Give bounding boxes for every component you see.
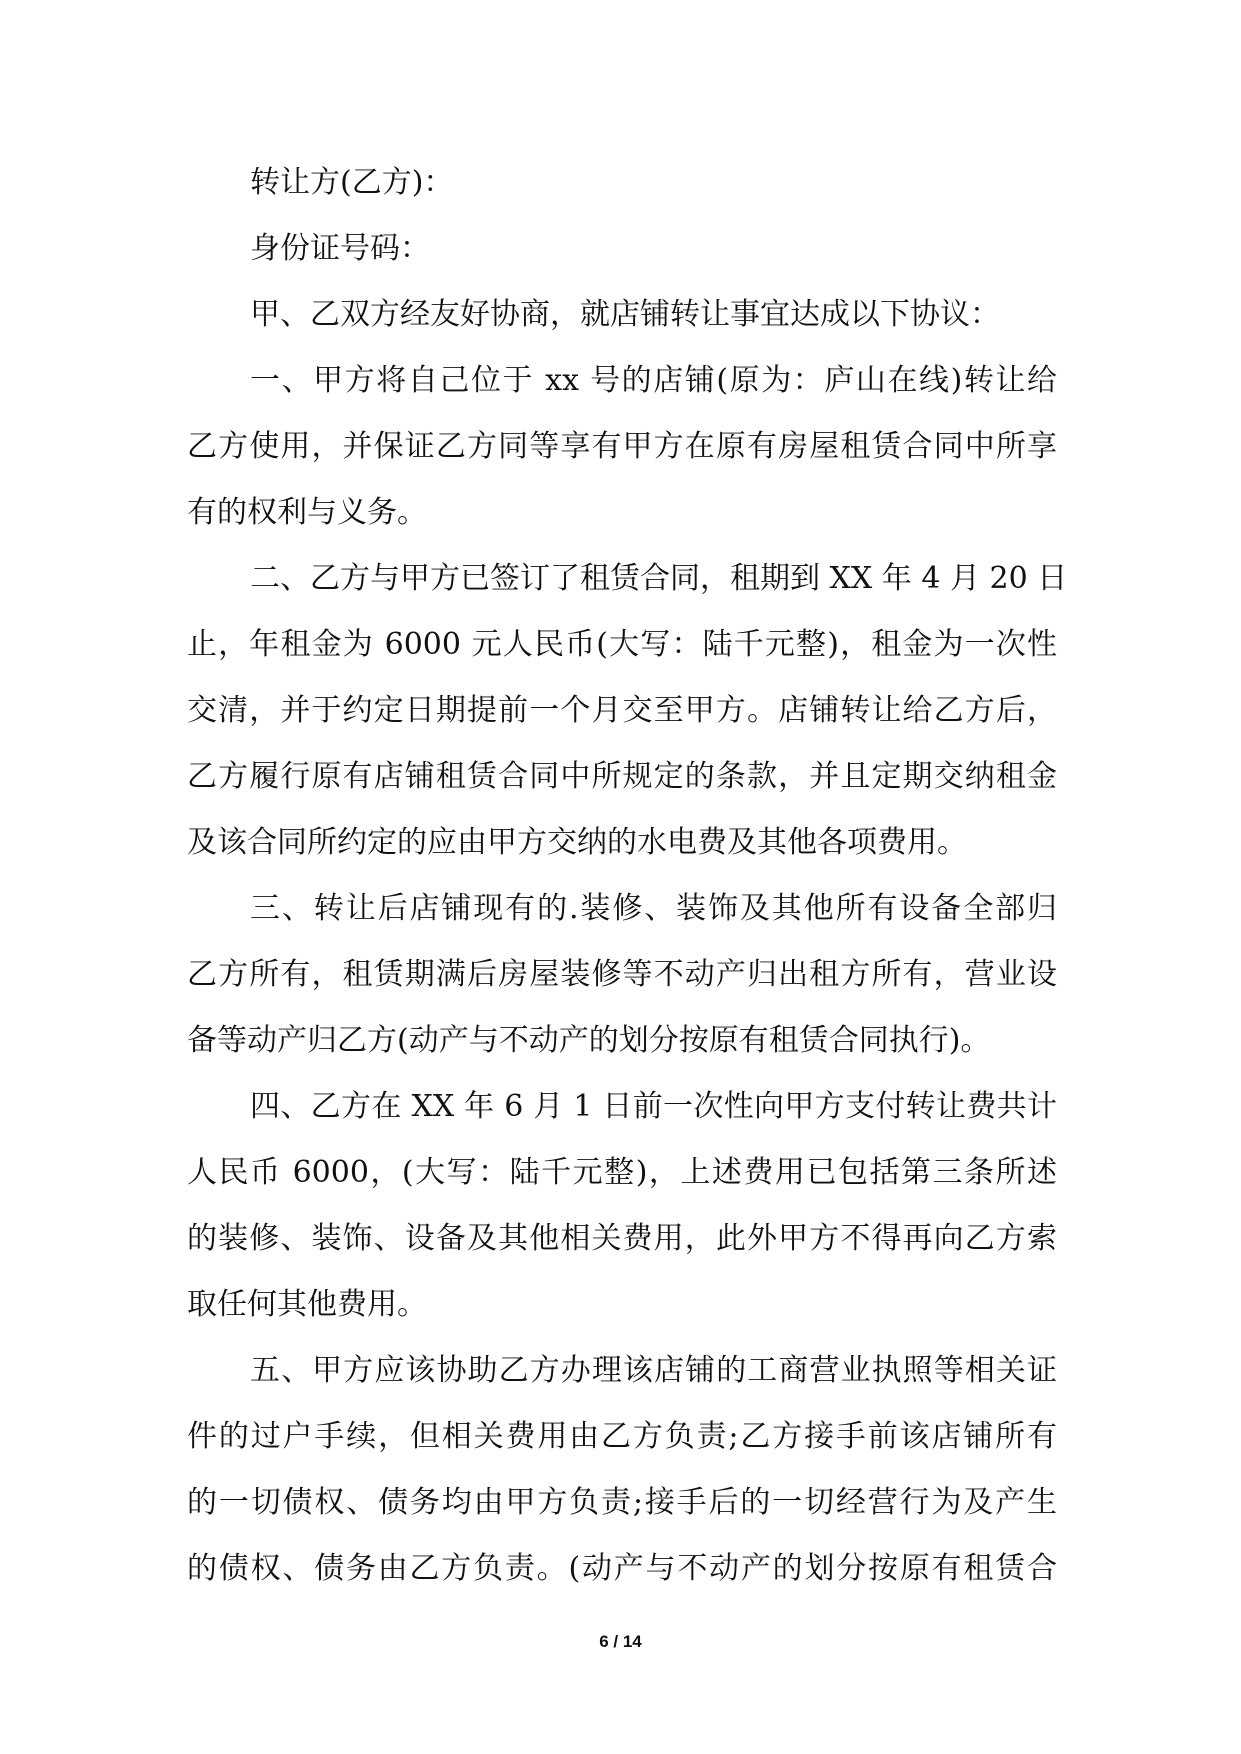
text-line: 乙方履行原有店铺租赁合同中所规定的条款，并且定期交纳租金 bbox=[187, 759, 1057, 794]
text-line: 备等动产归乙方(动产与不动产的划分按原有租赁合同执行)。 bbox=[187, 1023, 991, 1058]
text-line: 三、转让后店铺现有的.装修、装饰及其他所有设备全部归 bbox=[250, 891, 1057, 926]
text-line: 转让方(乙方)： bbox=[250, 165, 454, 200]
text-line: 五、甲方应该协助乙方办理该店铺的工商营业执照等相关证 bbox=[250, 1353, 1057, 1388]
text-line: 乙方使用，并保证乙方同等享有甲方在原有房屋租赁合同中所享 bbox=[187, 429, 1057, 464]
text-line: 乙方所有，租赁期满后房屋装修等不动产归出租方所有，营业设 bbox=[187, 957, 1057, 992]
text-line: 的一切债权、债务均由甲方负责;接手后的一切经营行为及产生 bbox=[187, 1485, 1057, 1520]
text-line: 四、乙方在 XX 年 6 月 1 日前一次性向甲方支付转让费共计 bbox=[250, 1089, 1057, 1124]
text-line: 一、甲方将自己位于 xx 号的店铺(原为：庐山在线)转让给 bbox=[250, 363, 1057, 398]
text-line: 取任何其他费用。 bbox=[187, 1287, 427, 1322]
text-line: 的债权、债务由乙方负责。(动产与不动产的划分按原有租赁合 bbox=[187, 1551, 1057, 1586]
text-line: 的装修、装饰、设备及其他相关费用，此外甲方不得再向乙方索 bbox=[187, 1221, 1057, 1256]
text-line: 身份证号码： bbox=[250, 231, 430, 266]
text-line: 交清，并于约定日期提前一个月交至甲方。店铺转让给乙方后， bbox=[187, 693, 1057, 728]
text-line: 甲、乙双方经友好协商，就店铺转让事宜达成以下协议： bbox=[250, 297, 1000, 332]
text-line: 及该合同所约定的应由甲方交纳的水电费及其他各项费用。 bbox=[187, 825, 967, 860]
text-line: 止，年租金为 6000 元人民币(大写：陆千元整)，租金为一次性 bbox=[187, 627, 1057, 662]
document-body bbox=[187, 158, 1068, 1610]
page-number: 6 / 14 bbox=[599, 1632, 642, 1651]
text-line: 件的过户手续，但相关费用由乙方负责;乙方接手前该店铺所有 bbox=[187, 1419, 1057, 1454]
text-line: 有的权利与义务。 bbox=[187, 495, 427, 530]
text-line: 人民币 6000，(大写：陆千元整)，上述费用已包括第三条所述 bbox=[187, 1155, 1057, 1190]
text-line: 二、乙方与甲方已签订了租赁合同，租期到 XX 年 4 月 20 日 bbox=[250, 561, 1068, 596]
